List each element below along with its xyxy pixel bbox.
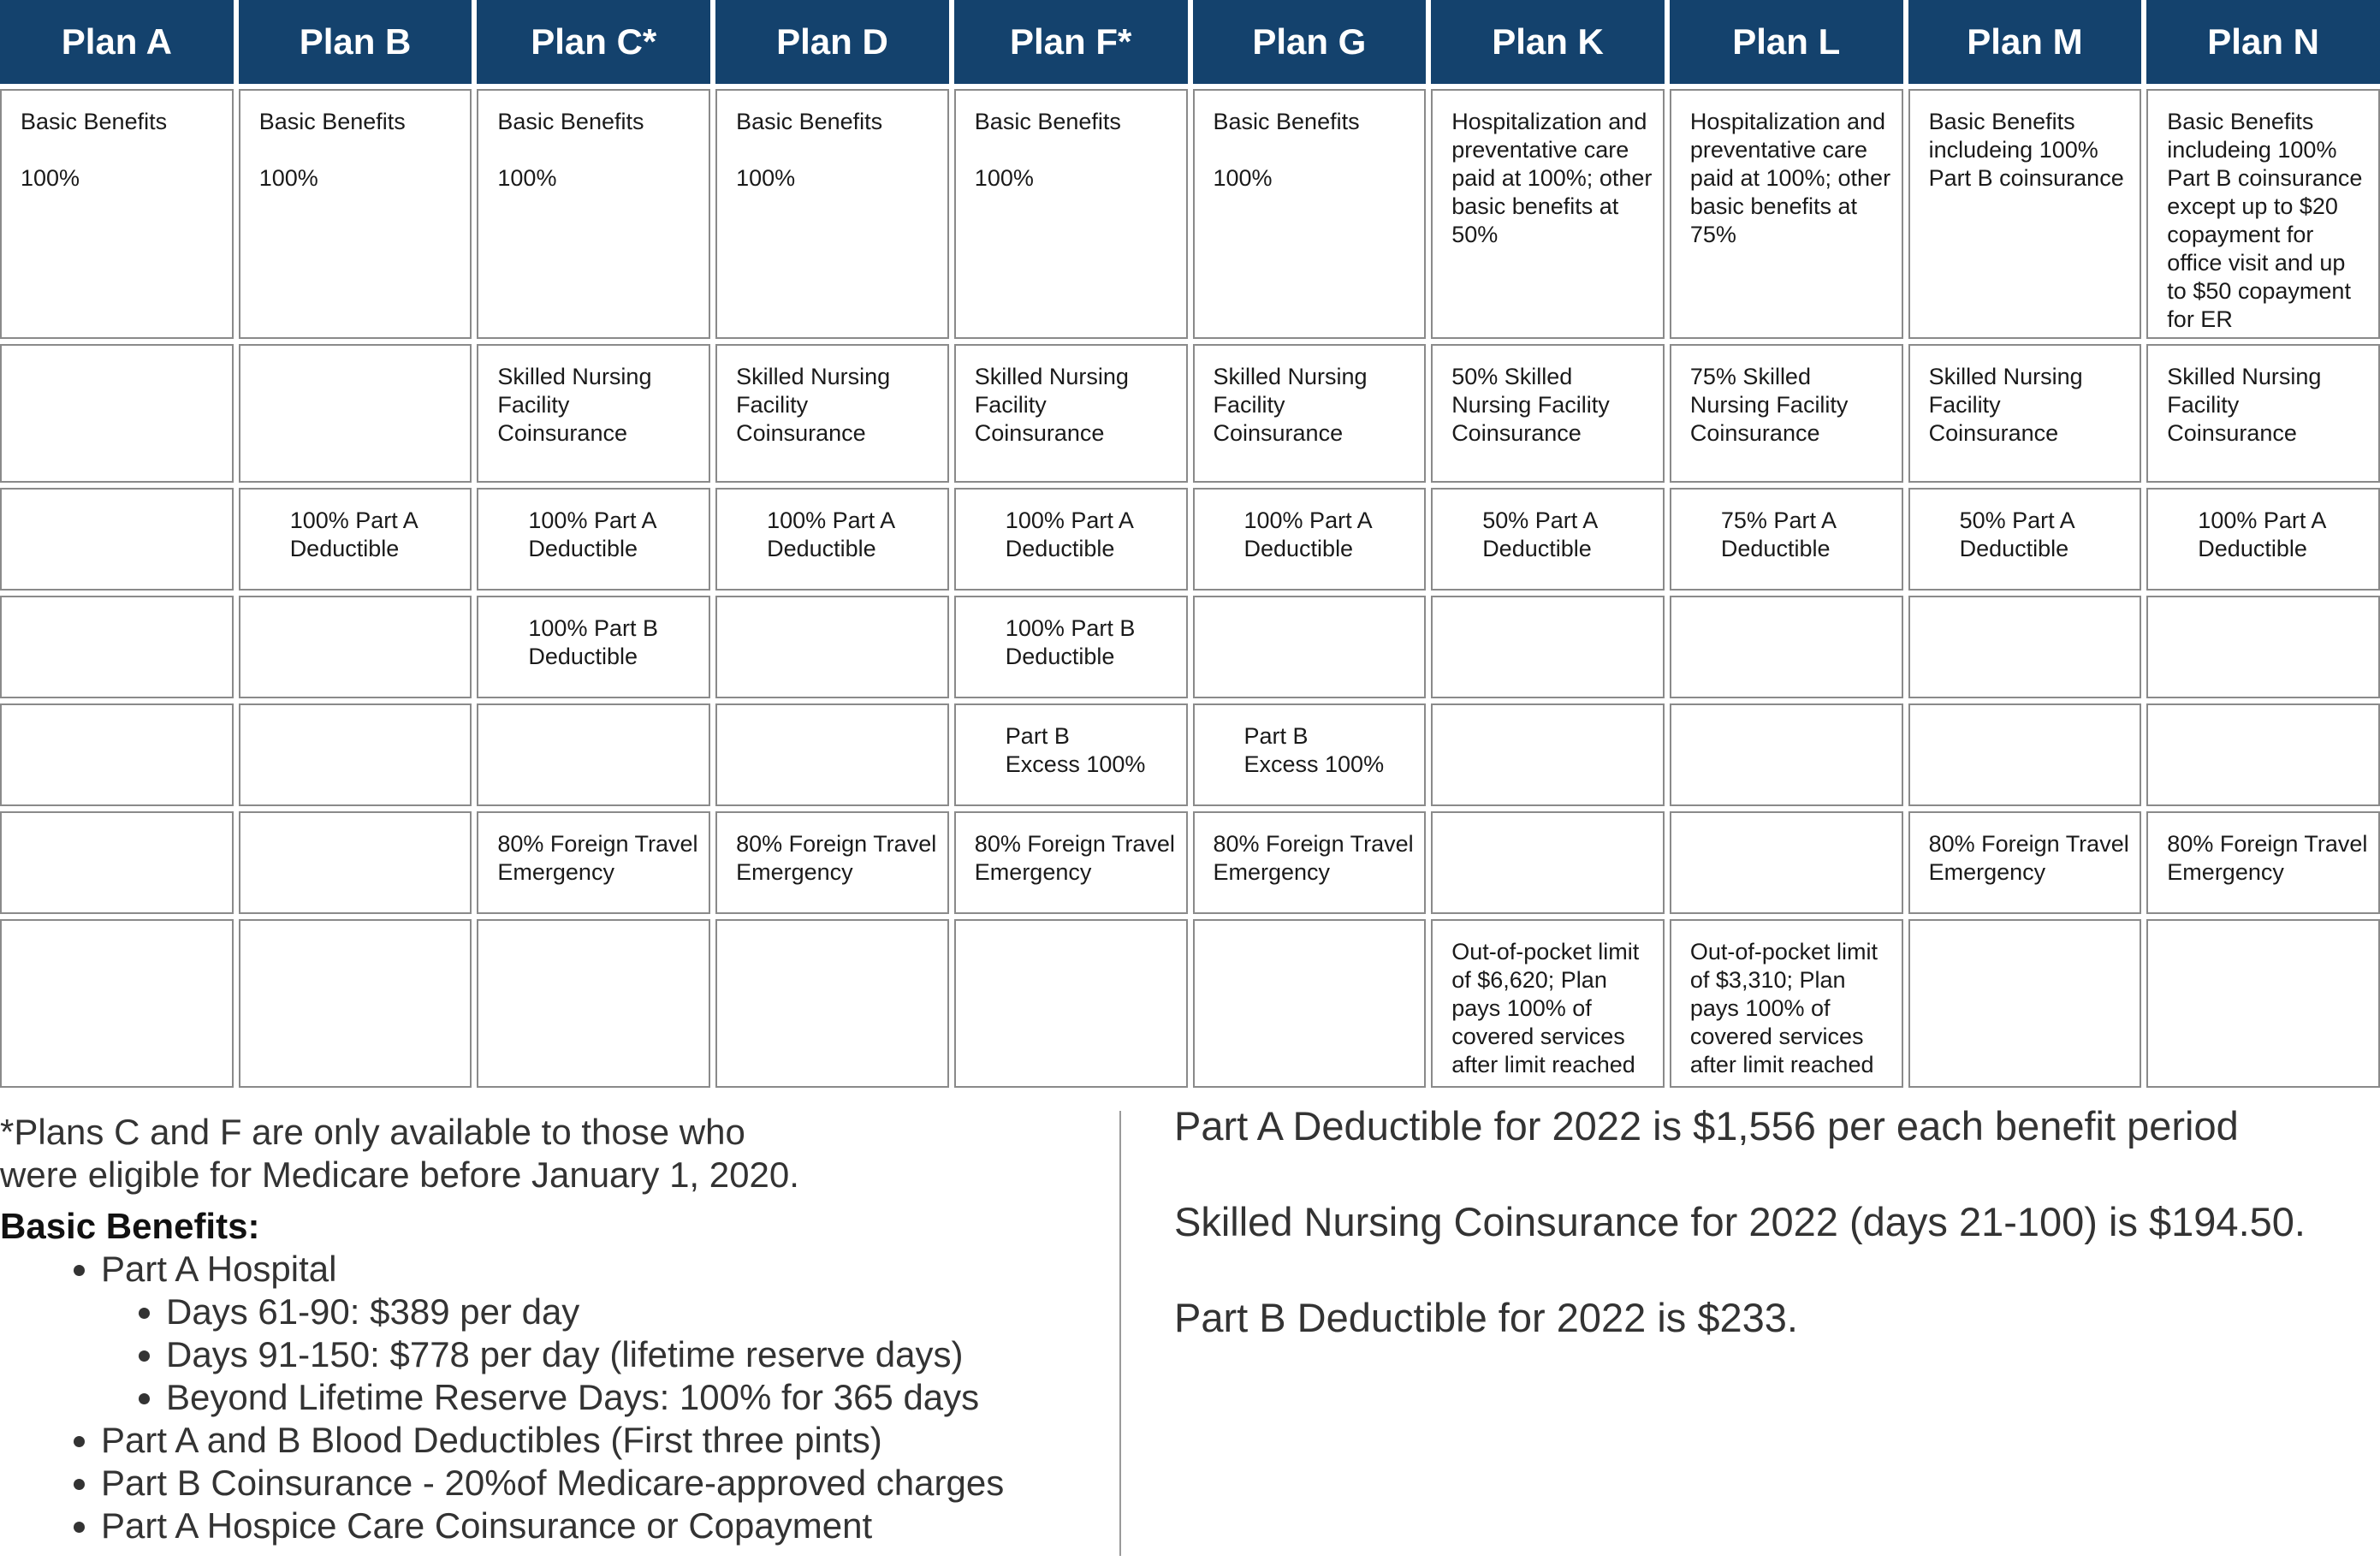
part-b-excess-cell [1431, 703, 1665, 806]
list-item: • Part A and B Blood Deductibles (First three pints) [101, 1419, 1113, 1462]
foreign-travel-cell: 80% Foreign Travel Emergency [1193, 811, 1427, 914]
notes-right [1174, 1101, 2380, 1388]
basic-benefits-list [0, 1248, 1113, 1547]
skilled-nursing-cell [0, 344, 234, 483]
divider [1119, 1111, 1121, 1556]
part-b-deductible-cell [2146, 596, 2380, 698]
out-of-pocket-cell [715, 919, 949, 1088]
skilled-nursing-cell: Skilled Nursing Facility Coinsurance [1193, 344, 1427, 483]
foreign-travel-cell [0, 811, 234, 914]
part-b-deductible-cell [715, 596, 949, 698]
foreign-travel-cell [1670, 811, 1903, 914]
deductible-note: Part A Deductible for 2022 is $1,556 per each benefit period [1174, 1103, 2239, 1149]
list-item: • Days 61-90: $389 per day [166, 1291, 1113, 1333]
basic-benefits-title: Basic Benefits: [0, 1206, 260, 1246]
skilled-nursing-cell: Skilled Nursing Facility Coinsurance [715, 344, 949, 483]
basic-benefits-cell: Hospitalization and preventative care paid at 100%; other basic benefits at 75% [1670, 89, 1903, 339]
foreign-travel-cell: 80% Foreign Travel Emergency [954, 811, 1188, 914]
out-of-pocket-cell: Out-of-pocket limit of $3,310; Plan pays 100% of covered services after limit reached [1670, 919, 1903, 1088]
out-of-pocket-cell [1908, 919, 2142, 1088]
plan-header: Plan N [2146, 0, 2380, 84]
plan-header: Plan K [1431, 0, 1665, 84]
footnote-line: *Plans C and F are only available to those who [0, 1112, 745, 1152]
out-of-pocket-cell [2146, 919, 2380, 1088]
out-of-pocket-cell [0, 919, 234, 1088]
foreign-travel-cell: 80% Foreign Travel Emergency [2146, 811, 2380, 914]
part-a-deductible-cell: 100% Part A Deductible [239, 488, 472, 591]
part-b-excess-cell [2146, 703, 2380, 806]
part-b-deductible-cell [1908, 596, 2142, 698]
foreign-travel-cell: 80% Foreign Travel Emergency [477, 811, 710, 914]
out-of-pocket-cell [477, 919, 710, 1088]
list-item: • Days 91-150: $778 per day (lifetime reserve days) [166, 1333, 1113, 1376]
part-b-deductible-cell [1431, 596, 1665, 698]
list-item: • Beyond Lifetime Reserve Days: 100% for 365 days [166, 1376, 1113, 1419]
out-of-pocket-cell [239, 919, 472, 1088]
basic-benefits-cell: Basic Benefits 100% [715, 89, 949, 339]
foreign-travel-cell: 80% Foreign Travel Emergency [715, 811, 949, 914]
part-b-excess-cell: Part B Excess 100% [954, 703, 1188, 806]
plan-header: Plan D [715, 0, 949, 84]
list-item-label: Part A Hospital [101, 1249, 337, 1289]
out-of-pocket-cell: Out-of-pocket limit of $6,620; Plan pays 100% of covered services after limit reached [1431, 919, 1665, 1088]
skilled-nursing-cell: Skilled Nursing Facility Coinsurance [477, 344, 710, 483]
basic-benefits-cell: Basic Benefits 100% [239, 89, 472, 339]
plan-header: Plan F* [954, 0, 1188, 84]
part-a-deductible-cell: 50% Part A Deductible [1908, 488, 2142, 591]
plan-header: Plan L [1670, 0, 1903, 84]
skilled-nursing-cell [239, 344, 472, 483]
part-a-deductible-cell: 100% Part A Deductible [1193, 488, 1427, 591]
part-a-deductible-cell: 100% Part A Deductible [2146, 488, 2380, 591]
part-a-deductible-cell: 100% Part A Deductible [715, 488, 949, 591]
deductible-note: Part B Deductible for 2022 is $233. [1174, 1295, 1798, 1340]
part-a-deductible-cell: 50% Part A Deductible [1431, 488, 1665, 591]
part-b-deductible-cell: 100% Part B Deductible [477, 596, 710, 698]
skilled-nursing-cell: Skilled Nursing Facility Coinsurance [2146, 344, 2380, 483]
notes-left [0, 1111, 1113, 1547]
part-b-excess-cell [715, 703, 949, 806]
plan-header: Plan G [1193, 0, 1427, 84]
hospital-sublist [101, 1291, 1113, 1419]
plan-header: Plan M [1908, 0, 2142, 84]
deductible-note: Skilled Nursing Coinsurance for 2022 (days 21-100) is $194.50. [1174, 1199, 2306, 1244]
plan-header: Plan B [239, 0, 472, 84]
part-b-excess-cell: Part B Excess 100% [1193, 703, 1427, 806]
footnote [0, 1111, 1113, 1196]
skilled-nursing-cell: 75% Skilled Nursing Facility Coinsurance [1670, 344, 1903, 483]
list-item: • Part A Hospice Care Coinsurance or Copayment [101, 1505, 1113, 1547]
basic-benefits-cell: Basic Benefits 100% [477, 89, 710, 339]
part-a-deductible-cell: 100% Part A Deductible [477, 488, 710, 591]
skilled-nursing-cell: 50% Skilled Nursing Facility Coinsurance [1431, 344, 1665, 483]
part-b-deductible-cell [1193, 596, 1427, 698]
part-a-deductible-cell: 100% Part A Deductible [954, 488, 1188, 591]
out-of-pocket-cell [1193, 919, 1427, 1088]
skilled-nursing-cell: Skilled Nursing Facility Coinsurance [1908, 344, 2142, 483]
basic-benefits-cell: Basic Benefits 100% [0, 89, 234, 339]
out-of-pocket-cell [954, 919, 1188, 1088]
basic-benefits-cell: Basic Benefits includeing 100% Part B coinsurance [1908, 89, 2142, 339]
part-b-excess-cell [239, 703, 472, 806]
part-b-deductible-cell [239, 596, 472, 698]
part-b-excess-cell [0, 703, 234, 806]
basic-benefits-cell: Basic Benefits 100% [954, 89, 1188, 339]
basic-benefits-cell: Basic Benefits 100% [1193, 89, 1427, 339]
footnote-line: were eligible for Medicare before January 1, 2020. [0, 1154, 799, 1195]
skilled-nursing-cell: Skilled Nursing Facility Coinsurance [954, 344, 1188, 483]
part-b-excess-cell [1908, 703, 2142, 806]
basic-benefits-cell: Hospitalization and preventative care paid at 100%; other basic benefits at 50% [1431, 89, 1665, 339]
part-b-deductible-cell [0, 596, 234, 698]
plan-header: Plan C* [477, 0, 710, 84]
part-b-deductible-cell: 100% Part B Deductible [954, 596, 1188, 698]
part-b-excess-cell [477, 703, 710, 806]
foreign-travel-cell: 80% Foreign Travel Emergency [1908, 811, 2142, 914]
plan-header: Plan A [0, 0, 234, 84]
basic-benefits-cell: Basic Benefits includeing 100% Part B coinsurance except up to $20 copayment for office visit and up to $50 copayment for ER [2146, 89, 2380, 339]
part-b-excess-cell [1670, 703, 1903, 806]
foreign-travel-cell [239, 811, 472, 914]
foreign-travel-cell [1431, 811, 1665, 914]
part-b-deductible-cell [1670, 596, 1903, 698]
part-a-deductible-cell [0, 488, 234, 591]
list-item: • Part B Coinsurance - 20%of Medicare-approved charges [101, 1462, 1113, 1505]
part-a-deductible-cell: 75% Part A Deductible [1670, 488, 1903, 591]
list-item [101, 1248, 1113, 1419]
